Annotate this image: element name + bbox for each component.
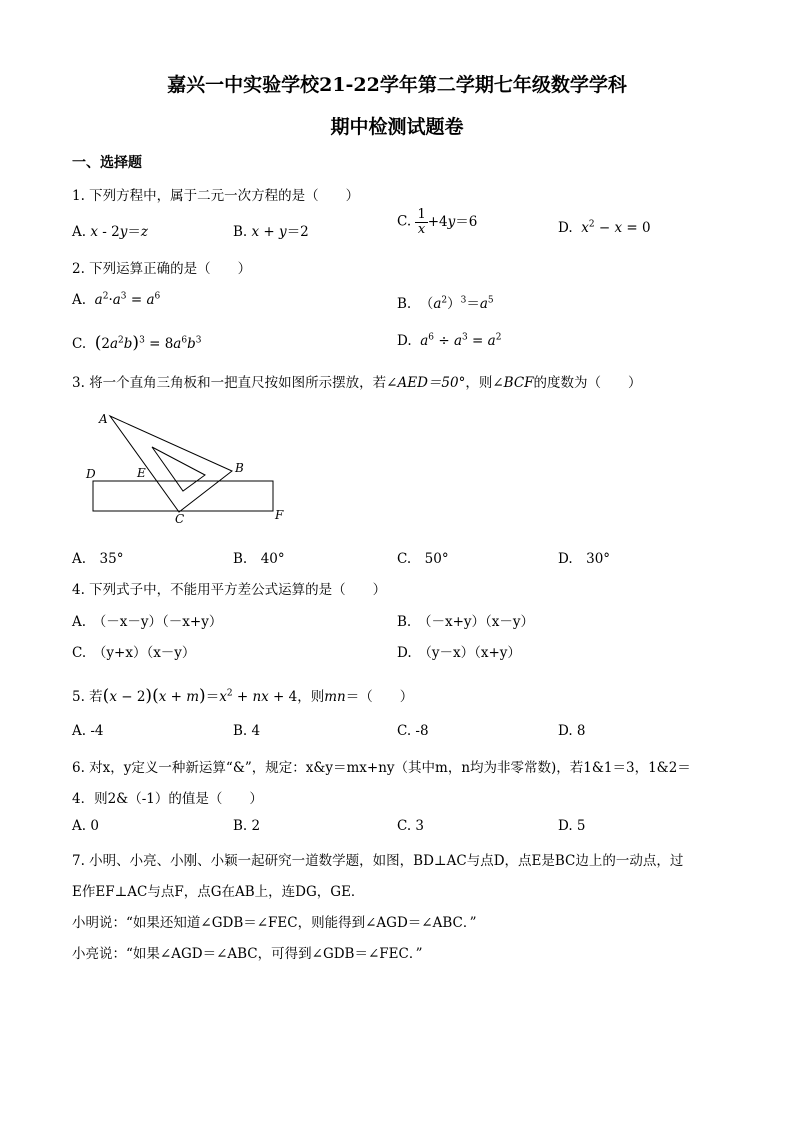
q6-option-b: B. 2	[233, 818, 261, 834]
q1-option-d	[558, 220, 651, 236]
q2-option-d-label: D.	[397, 333, 412, 349]
q7-stem-line2: E作EF⊥AC与点F，点G在AB上，连DG，GE．	[72, 884, 365, 900]
q2-stem: 2. 下列运算正确的是（ ）	[72, 261, 252, 277]
q5-stem-part2: ，则	[297, 689, 325, 705]
q3-figure	[80, 405, 300, 530]
q3-option-c: C. 50°	[397, 551, 449, 567]
q2-option-a-label: A.	[72, 292, 87, 308]
q6-stem-line1: 6. 对x，y定义一种新运算“&”，规定：x&y＝mx+ny（其中m，n均为非零常数)，若1&1＝3，1&2＝	[72, 760, 691, 776]
q4-option-a: A. （－x－y）（－x+y）	[72, 614, 223, 630]
q3-stem-part3: 的度数为（ ）	[533, 375, 642, 391]
document-title-line2: 期中检测试题卷	[330, 116, 464, 138]
label-b: B	[235, 461, 244, 475]
label-c: C	[175, 512, 185, 526]
q2-option-d	[397, 333, 501, 349]
q5-option-b: B. 4	[233, 723, 261, 739]
q2-option-b-expr: $(a^2)^3=a^5$	[415, 295, 494, 312]
set-square-outer	[110, 416, 232, 512]
q3-stem-part2: ，则	[465, 375, 493, 391]
q7-stem-line1: 7. 小明、小亮、小刚、小颖一起研究一道数学题，如图，BD⊥AC与点D，点E是BC边上的一动点，过	[72, 853, 684, 869]
q3-asked-angle: ∠BCF	[492, 375, 534, 391]
q5-stem-part3: ＝（ ）	[345, 689, 414, 705]
q3-option-d: D. 30°	[558, 551, 611, 567]
label-a: A	[99, 412, 108, 426]
q5-option-d: D. 8	[558, 723, 586, 739]
q2-option-c	[72, 333, 201, 353]
q4-option-b: B. （－x+y）（x－y）	[397, 614, 535, 630]
q5-mn: mn	[324, 689, 346, 705]
q4-option-c: C. （y+x）（x－y）	[72, 645, 196, 661]
q1-option-b	[233, 220, 309, 240]
q1-option-c-expr: $\frac{1}{x}$ +4y＝6	[417, 207, 478, 237]
q3-option-a: A. 35°	[72, 551, 124, 567]
q5-option-c: C. -8	[397, 723, 429, 739]
q1-option-a	[72, 220, 148, 240]
q2-option-c-label: C.	[72, 336, 87, 352]
q2-option-a-expr: $a^2\cdot a^3 = a^6$	[94, 291, 161, 308]
q1-option-a-label: A.	[72, 224, 87, 240]
q6-option-a: A. 0	[72, 818, 99, 834]
q1-option-a-expr: x - 2y＝z	[90, 224, 148, 240]
set-square-inner	[152, 447, 205, 491]
q1-option-d-label: D.	[558, 220, 573, 236]
q3-option-b: B. 40°	[233, 551, 285, 567]
q2-option-a	[72, 292, 160, 308]
q3-stem-part1: 3. 将一个直角三角板和一把直尺按如图所示摆放，若	[72, 375, 387, 391]
q1-option-d-expr: $x^2 - x = 0$	[581, 219, 651, 236]
q3-stem	[72, 371, 642, 391]
ruler	[93, 481, 273, 511]
q3-given-angle: ∠AED＝50°	[386, 375, 466, 391]
q5-equation: $(x - 2)(x + m)=x^2$ + nx + 4	[102, 686, 298, 706]
q2-option-b	[397, 292, 494, 312]
q7-statement-xiaoming: 小明说：“如果还知道∠GDB＝∠FEC，则能得到∠AGD＝∠ABC．”	[72, 915, 477, 931]
q2-option-c-expr: $(2a^2b)^3 = 8a^6b^3$	[94, 333, 202, 353]
q5-stem	[72, 685, 413, 706]
q1-option-c	[397, 208, 477, 236]
q1-stem: 1. 下列方程中，属于二元一次方程的是（ ）	[72, 188, 360, 204]
document-title-line1: 嘉兴一中实验学校21-22学年第二学期七年级数学学科	[167, 74, 627, 96]
section-heading-choice: 一、选择题	[72, 155, 142, 171]
q4-option-d: D. （y－x）（x+y）	[397, 645, 521, 661]
q1-option-b-expr: x + y＝2	[251, 224, 309, 240]
q5-stem-part1: 5. 若	[72, 689, 103, 705]
q2-option-d-expr: $a^6 \div a^3 = a^2$	[420, 332, 502, 349]
q7-statement-xiaoliang: 小亮说：“如果∠AGD＝∠ABC，可得到∠GDB＝∠FEC．”	[72, 946, 423, 962]
q6-option-c: C. 3	[397, 818, 425, 834]
q1-option-c-label: C.	[397, 213, 412, 230]
q1-option-b-label: B.	[233, 224, 248, 240]
label-f: F	[275, 508, 284, 522]
q4-stem: 4. 下列式子中，不能用平方差公式运算的是（ ）	[72, 582, 387, 598]
q6-stem-line2: 4．则2&（-1）的值是（ ）	[72, 791, 263, 807]
q6-option-d: D. 5	[558, 818, 586, 834]
q2-option-b-label: B.	[397, 296, 412, 312]
label-d: D	[86, 467, 96, 481]
label-e: E	[137, 466, 146, 480]
q5-option-a: A. -4	[72, 723, 104, 739]
